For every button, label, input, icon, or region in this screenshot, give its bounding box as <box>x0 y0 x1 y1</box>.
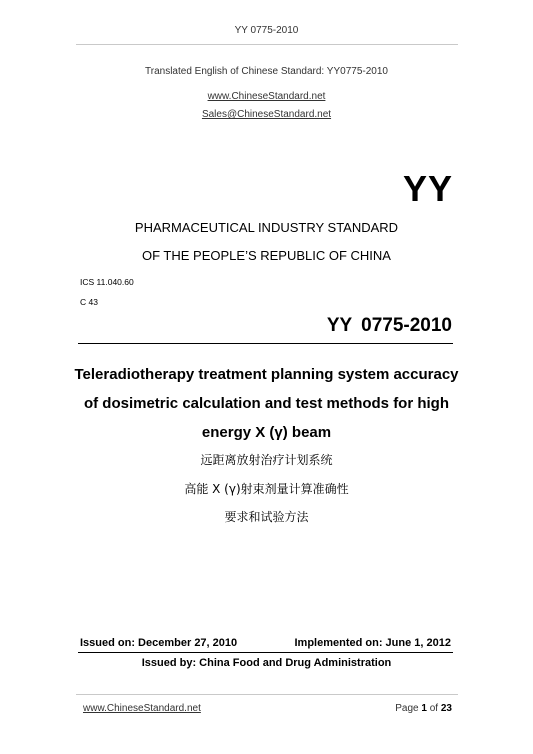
translation-note: Translated English of Chinese Standard: YY0775-2010 <box>145 66 388 77</box>
footer-website-link[interactable]: www.ChineseStandard.net <box>83 703 201 714</box>
standard-number: YY 0775-2010 <box>326 315 452 336</box>
page-current: 1 <box>421 703 427 714</box>
standard-type-logo: YY <box>402 168 453 209</box>
running-header-doc-code: YY 0775-2010 <box>234 25 299 36</box>
page-of: of <box>429 703 439 714</box>
issuing-body-line-1: PHARMACEUTICAL INDUSTRY STANDARD <box>134 220 399 235</box>
chinese-title-line-2: 高能 X (γ)射束剂量计算准确性 <box>184 482 349 496</box>
english-title-line-2: of dosimetric calculation and test methods for high <box>83 395 450 412</box>
website-link-row <box>0 86 533 104</box>
header-divider <box>76 44 458 45</box>
issuing-body-line-2: OF THE PEOPLE’S REPUBLIC OF CHINA <box>142 248 391 263</box>
ics-code: ICS 11.040.60 <box>80 277 134 287</box>
ccs-code: C 43 <box>80 297 98 307</box>
page-indicator <box>395 703 452 714</box>
implementation-date: Implemented on: June 1, 2012 <box>294 637 451 649</box>
chinese-title-line-3: 要求和试验方法 <box>224 510 309 524</box>
email-link[interactable]: Sales@ChineseStandard.net <box>201 109 332 120</box>
chinese-title-line-1: 远距离放射治疗计划系统 <box>200 453 333 467</box>
website-link[interactable]: www.ChineseStandard.net <box>207 91 326 102</box>
page-label: Page <box>395 703 419 714</box>
issue-date: Issued on: December 27, 2010 <box>80 637 238 649</box>
english-title-line-1: Teleradiotherapy treatment planning system accuracy <box>74 366 459 383</box>
email-link-row <box>0 104 533 122</box>
title-divider <box>78 343 453 344</box>
dates-divider <box>78 652 453 653</box>
page-total: 23 <box>440 703 452 714</box>
english-title-line-3: energy X (γ) beam <box>201 424 332 441</box>
issuing-authority: Issued by: China Food and Drug Administration <box>141 657 392 669</box>
footer-divider <box>76 694 458 695</box>
